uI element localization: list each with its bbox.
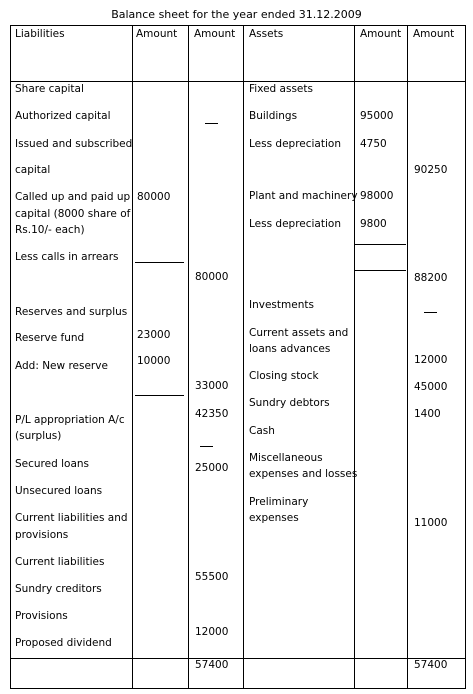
liab-amt2-pl: 42350 [195,408,229,420]
liab-current-liabilities: Current liabilities [15,556,105,568]
asset-amt2-buildings-net: 90250 [414,164,448,176]
liab-called-line1: Called up and paid up [15,191,131,203]
asset-fixed-assets: Fixed assets [249,83,313,95]
liab-proposed-dividend: Proposed dividend [15,637,112,649]
liab-amt2-reserves: 33000 [195,380,229,392]
asset-prelim-line1: Preliminary [249,496,309,508]
asset-misc-line2: expenses and losses [249,468,358,480]
liab-issued-line2: capital [15,164,51,176]
liab-share-capital: Share capital [15,83,84,95]
header-amount-3: Amount [360,28,402,40]
liab-amt2-share-capital: 80000 [195,271,229,283]
asset-amt1-less-dep-1: 4750 [360,138,387,150]
liab-called-line3: Rs.10/- each) [15,224,85,236]
underline-rule [135,395,184,396]
dash-mark [200,446,213,447]
asset-amt1-buildings: 95000 [360,110,394,122]
asset-buildings: Buildings [249,110,298,122]
asset-closing-stock: Closing stock [249,370,319,382]
header-amount-1: Amount [136,28,178,40]
liab-cl-line1: Current liabilities and [15,512,128,524]
liab-amt1-new-reserve: 10000 [137,355,171,367]
liab-amt2-total: 57400 [195,659,229,671]
liab-sundry-creditors: Sundry creditors [15,583,102,595]
liab-amt2-current: 55500 [195,571,229,583]
liab-amt2-provisions: 12000 [195,626,229,638]
liab-amt1-reserve-fund: 23000 [137,329,171,341]
sheet-title: Balance sheet for the year ended 31.12.2009 [111,8,362,21]
asset-amt1-plant: 98000 [360,190,394,202]
asset-less-dep-1: Less depreciation [249,138,341,150]
asset-amt2-plant-net: 88200 [414,272,448,284]
liab-pl-line2: (surplus) [15,430,62,442]
liab-new-reserve: Add: New reserve [15,360,108,372]
header-assets: Assets [249,28,284,40]
asset-misc-line1: Miscellaneous [249,452,323,464]
liab-issued-line1: Issued and subscribed [15,138,133,150]
liab-provisions: Provisions [15,610,68,622]
asset-sundry-debtors: Sundry debtors [249,397,330,409]
liab-reserves-surplus: Reserves and surplus [15,306,128,318]
dash-mark [424,312,437,313]
asset-amt2-sundry-debtors: 1400 [414,408,441,420]
liab-called-line2: capital (8000 share of [15,208,131,220]
asset-less-dep-2: Less depreciation [249,218,341,230]
asset-amt1-less-dep-2: 9800 [360,218,387,230]
asset-plant: Plant and machinery [249,190,358,202]
asset-amt2-closing-stock: 45000 [414,381,448,393]
asset-amt2-total: 57400 [414,659,448,671]
dash-mark [205,123,218,124]
header-amount-2: Amount [194,28,236,40]
asset-ca-line2: loans advances [249,343,331,355]
liab-pl-line1: P/L appropriation A/c [15,414,125,426]
liab-amt1-called-up: 80000 [137,191,171,203]
liab-secured-loans: Secured loans [15,458,90,470]
header-amount-4: Amount [413,28,455,40]
asset-cash: Cash [249,425,275,437]
liab-authorized-capital: Authorized capital [15,110,111,122]
liab-calls-in-arrears: Less calls in arrears [15,251,119,263]
liab-reserve-fund: Reserve fund [15,332,85,344]
asset-amt2-ca-loans: 12000 [414,354,448,366]
underline-rule [135,262,184,263]
asset-ca-line1: Current assets and [249,327,349,339]
asset-investments: Investments [249,299,314,311]
header-liabilities: Liabilities [15,28,65,40]
liab-unsecured-loans: Unsecured loans [15,485,103,497]
asset-prelim-line2: expenses [249,512,299,524]
asset-amt2-prelim: 11000 [414,517,448,529]
liab-cl-line2: provisions [15,529,69,541]
liab-amt2-secured: 25000 [195,462,229,474]
